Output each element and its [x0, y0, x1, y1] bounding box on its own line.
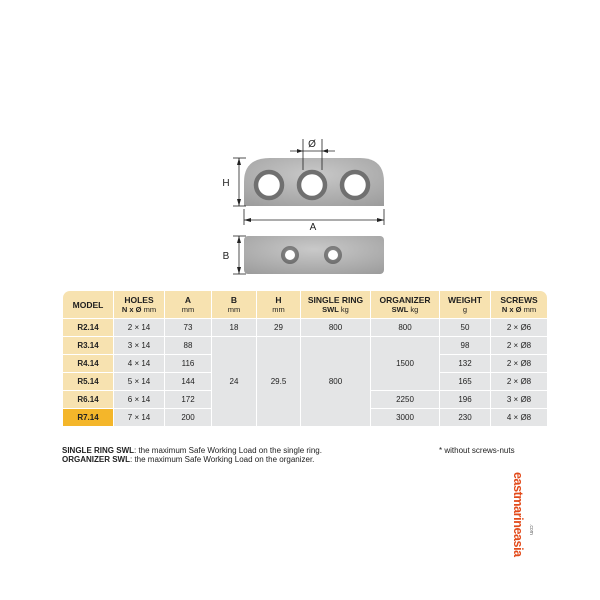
- hole-top-2: [299, 172, 325, 198]
- model-cell: R2.14: [63, 319, 113, 336]
- b-merged-cell: 24: [212, 337, 256, 426]
- table-row: [63, 337, 547, 354]
- hole-top-3: [342, 172, 368, 198]
- model-cell: R4.14: [63, 355, 113, 372]
- dim-height-label: H: [222, 178, 230, 189]
- weight-cell: 165: [440, 373, 490, 390]
- holes-cell: 3 × 14: [114, 337, 164, 354]
- organizer-swl-cell: 2250: [371, 391, 439, 408]
- single-swl-merged-cell: 800: [301, 337, 370, 426]
- table-header-row: [63, 291, 547, 318]
- note-screws: * without screws-nuts: [439, 446, 515, 455]
- weight-cell: 50: [440, 319, 490, 336]
- note-organizer-swl: ORGANIZER SWL: the maximum Safe Working Load on the organizer.: [62, 455, 315, 464]
- weight-cell: 230: [440, 409, 490, 426]
- a-cell: 172: [165, 391, 211, 408]
- dim-diameter-label: Ø: [308, 139, 316, 150]
- col-header-holes: HOLES N x Ø mm: [114, 291, 164, 318]
- col-header-weight: WEIGHT g: [440, 291, 490, 318]
- col-header-organizer: ORGANIZER SWL kg: [371, 291, 439, 318]
- a-cell: 88: [165, 337, 211, 354]
- screws-cell: 2 × Ø6: [491, 319, 547, 336]
- hole-top-1: [256, 172, 282, 198]
- a-cell: 73: [165, 319, 211, 336]
- a-cell: 144: [165, 373, 211, 390]
- holes-cell: 5 × 14: [114, 373, 164, 390]
- b-cell: 18: [212, 319, 256, 336]
- holes-cell: 4 × 14: [114, 355, 164, 372]
- model-cell: R3.14: [63, 337, 113, 354]
- col-header-single-ring: SINGLE RING SWL kg: [301, 291, 370, 318]
- dim-length-label: A: [309, 222, 317, 233]
- h-merged-cell: 29.5: [257, 337, 300, 426]
- a-cell: 200: [165, 409, 211, 426]
- dim-width-label: B: [222, 251, 230, 262]
- screws-cell: 2 × Ø8: [491, 337, 547, 354]
- screws-cell: 2 × Ø8: [491, 373, 547, 390]
- model-cell-highlighted: R7.14: [63, 409, 113, 426]
- col-header-model: MODEL: [63, 291, 113, 318]
- weight-cell: 98: [440, 337, 490, 354]
- a-cell: 116: [165, 355, 211, 372]
- brand-name: eastmarineasia: [511, 472, 525, 557]
- model-cell: R6.14: [63, 391, 113, 408]
- note-single-ring-swl: SINGLE RING SWL: the maximum Safe Working Load on the single ring.: [62, 446, 322, 455]
- table-row: [63, 319, 547, 336]
- spec-table: [62, 290, 548, 427]
- screws-cell: 3 × Ø8: [491, 391, 547, 408]
- single-swl-cell: 800: [301, 319, 370, 336]
- col-header-h: H mm: [257, 291, 300, 318]
- col-header-b: B mm: [212, 291, 256, 318]
- holes-cell: 6 × 14: [114, 391, 164, 408]
- col-header-a: A mm: [165, 291, 211, 318]
- brand-logo: [511, 472, 538, 557]
- product-diagram: [0, 0, 600, 290]
- holes-cell: 7 × 14: [114, 409, 164, 426]
- col-header-screws: SCREWS N x Ø mm: [491, 291, 547, 318]
- h-cell: 29: [257, 319, 300, 336]
- screws-cell: 4 × Ø8: [491, 409, 547, 426]
- holes-cell: 2 × 14: [114, 319, 164, 336]
- weight-cell: 196: [440, 391, 490, 408]
- screws-cell: 2 × Ø8: [491, 355, 547, 372]
- weight-cell: 132: [440, 355, 490, 372]
- organizer-swl-cell: 3000: [371, 409, 439, 426]
- organizer-swl-merged-cell: 1500: [371, 337, 439, 390]
- organizer-swl-cell: 800: [371, 319, 439, 336]
- part-side-view: [244, 236, 384, 274]
- model-cell: R5.14: [63, 373, 113, 390]
- brand-domain: .com: [528, 524, 534, 535]
